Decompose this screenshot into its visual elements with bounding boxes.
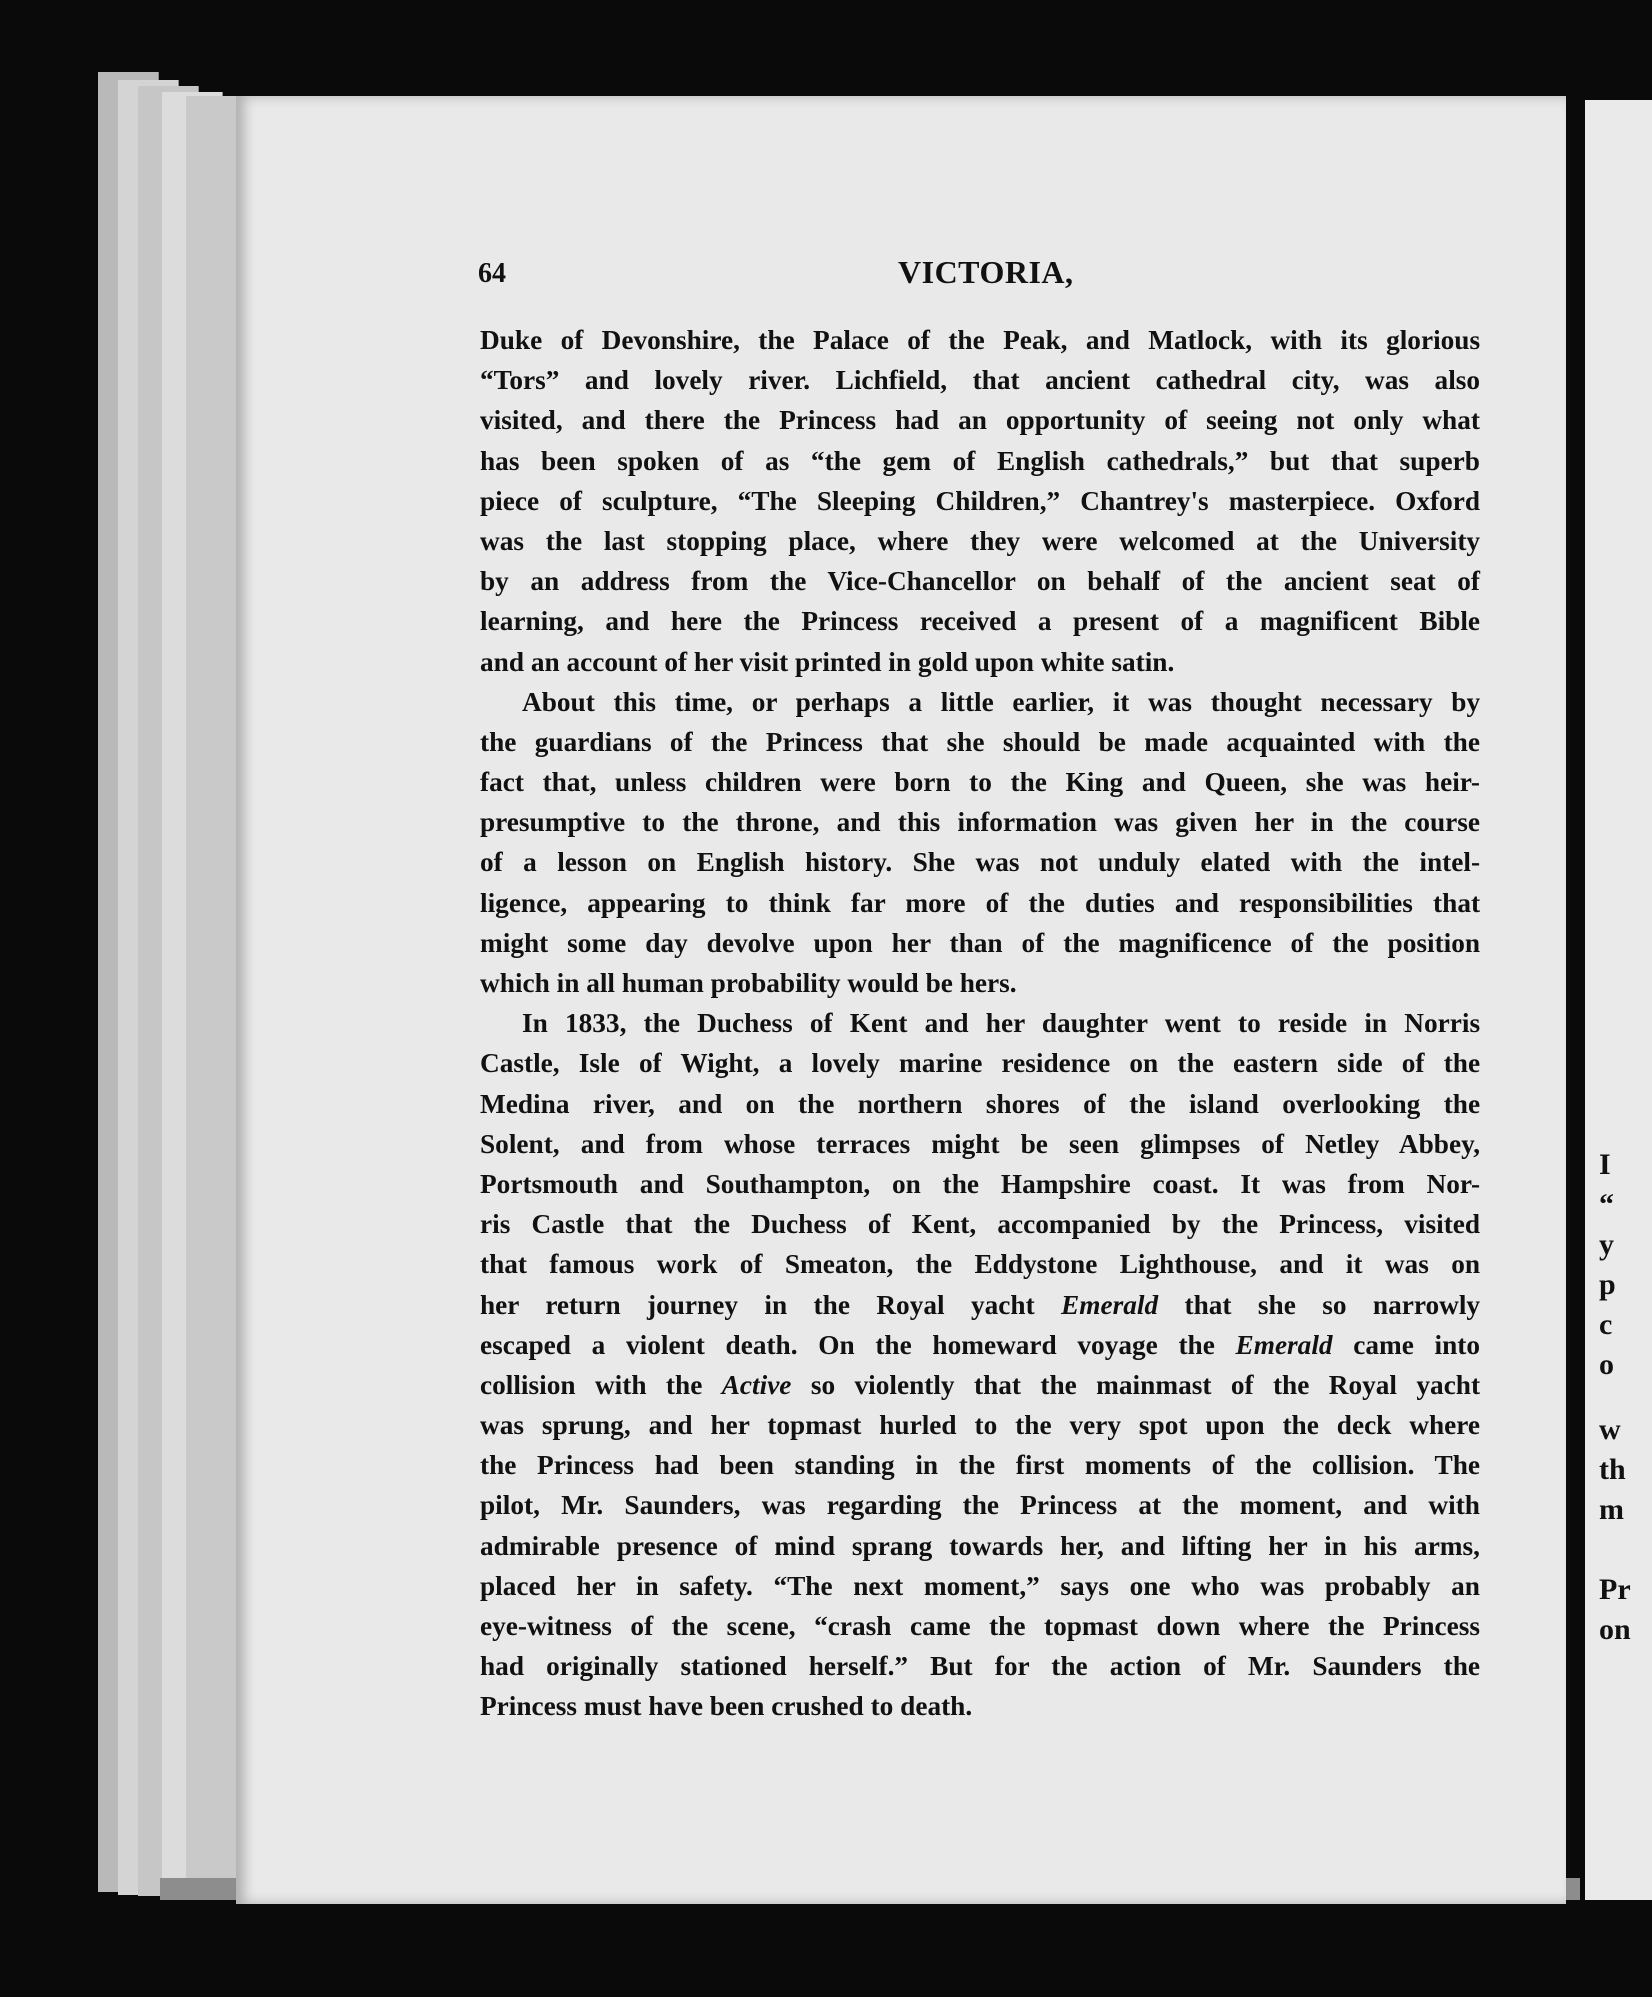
- paragraph: [480, 1003, 1480, 1726]
- facing-page-fragment: c: [1599, 1308, 1613, 1341]
- facing-page-fragment: “: [1599, 1188, 1614, 1221]
- text-line: has been spoken of as “the gem of English cathedrals,” but that superb: [480, 445, 1480, 476]
- text-line: In 1833, the Duchess of Kent and her daughter went to reside in Norris: [522, 1008, 1481, 1039]
- facing-page-fragment: o: [1599, 1348, 1614, 1381]
- text-line: admirable presence of mind sprang towards her, and lifting her in his arms,: [480, 1530, 1480, 1561]
- page-number: 64: [478, 258, 506, 289]
- text-line: might some day devolve upon her than of the magnificence of the position: [480, 927, 1481, 958]
- text-line: which in all human probability would be hers.: [480, 968, 1017, 998]
- facing-page: [1585, 100, 1652, 1900]
- text-line: of a lesson on English history. She was not unduly elated with the intel-: [480, 847, 1481, 878]
- page-header: [478, 254, 1478, 298]
- text-line: the Princess had been standing in the first moments of the collision. The: [480, 1450, 1481, 1481]
- text-line: the guardians of the Princess that she should be made acquainted with the: [480, 726, 1480, 757]
- text-line: escaped a violent death. On the homeward voyage the Emerald came into: [480, 1329, 1481, 1360]
- text-line: her return journey in the Royal yacht Emerald that she so narrowly: [480, 1289, 1481, 1320]
- facing-page-fragment: Pr: [1599, 1573, 1631, 1606]
- facing-page-fragment: on: [1599, 1613, 1631, 1646]
- text-line: Princess must have been crushed to death.: [480, 1691, 973, 1722]
- paragraph: [480, 682, 1480, 1004]
- text-line: by an address from the Vice-Chancellor on behalf of the ancient seat of: [480, 566, 1481, 597]
- text-line: presumptive to the throne, and this information was given her in the course: [480, 807, 1481, 838]
- text-line: eye-witness of the scene, “crash came the topmast down where the Princess: [480, 1611, 1481, 1641]
- facing-page-fragment: w: [1599, 1413, 1621, 1446]
- text-line: Portsmouth and Southampton, on the Hampshire coast. It was from Nor-: [480, 1168, 1481, 1199]
- text-line: piece of sculpture, “The Sleeping Children,” Chantrey's masterpiece. Oxford: [480, 485, 1481, 516]
- text-line: visited, and there the Princess had an opportunity of seeing not only what: [480, 405, 1480, 436]
- text-line: fact that, unless children were born to the King and Queen, she was heir-: [480, 767, 1480, 798]
- text-line: was the last stopping place, where they were welcomed at the University: [480, 525, 1481, 556]
- text-line: and an account of her visit printed in gold upon white satin.: [480, 646, 1175, 677]
- text-line: that famous work of Smeaton, the Eddystone Lighthouse, and it was on: [480, 1249, 1481, 1280]
- text-line: Medina river, and on the northern shores of the island overlooking the: [480, 1088, 1481, 1119]
- paragraph: [480, 320, 1480, 682]
- text-line: Duke of Devonshire, the Palace of the Peak, and Matlock, with its glorious: [480, 325, 1481, 355]
- facing-page-fragment: p: [1599, 1268, 1616, 1301]
- facing-page-fragment: th: [1599, 1453, 1626, 1486]
- text-line: “Tors” and lovely river. Lichfield, that ancient cathedral city, was also: [480, 365, 1481, 396]
- text-line: learning, and here the Princess received a present of a magnificent Bible: [480, 606, 1481, 637]
- text-line: pilot, Mr. Saunders, was regarding the Princess at the moment, and with: [480, 1490, 1480, 1521]
- text-line: had originally stationed herself.” But for the action of Mr. Saunders the: [480, 1651, 1481, 1682]
- text-line: Castle, Isle of Wight, a lovely marine residence on the eastern side of the: [480, 1048, 1481, 1079]
- text-line: placed her in safety. “The next moment,” says one who was probably an: [480, 1570, 1480, 1601]
- text-line: was sprung, and her topmast hurled to the very spot upon the deck where: [480, 1410, 1481, 1441]
- running-head: VICTORIA,: [898, 254, 1074, 290]
- facing-page-fragment: y: [1599, 1228, 1614, 1261]
- text-line: About this time, or perhaps a little earlier, it was thought necessary by: [522, 686, 1481, 717]
- text-line: ris Castle that the Duchess of Kent, accompanied by the Princess, visited: [480, 1209, 1481, 1240]
- text-line: ligence, appearing to think far more of the duties and responsibilities that: [480, 887, 1481, 918]
- body-text: [480, 320, 1480, 1727]
- facing-page-fragment: m: [1599, 1493, 1624, 1526]
- text-line: Solent, and from whose terraces might be seen glimpses of Netley Abbey,: [480, 1128, 1481, 1159]
- text-line: collision with the Active so violently that the mainmast of the Royal yacht: [480, 1369, 1481, 1400]
- facing-page-fragment: I: [1599, 1148, 1611, 1181]
